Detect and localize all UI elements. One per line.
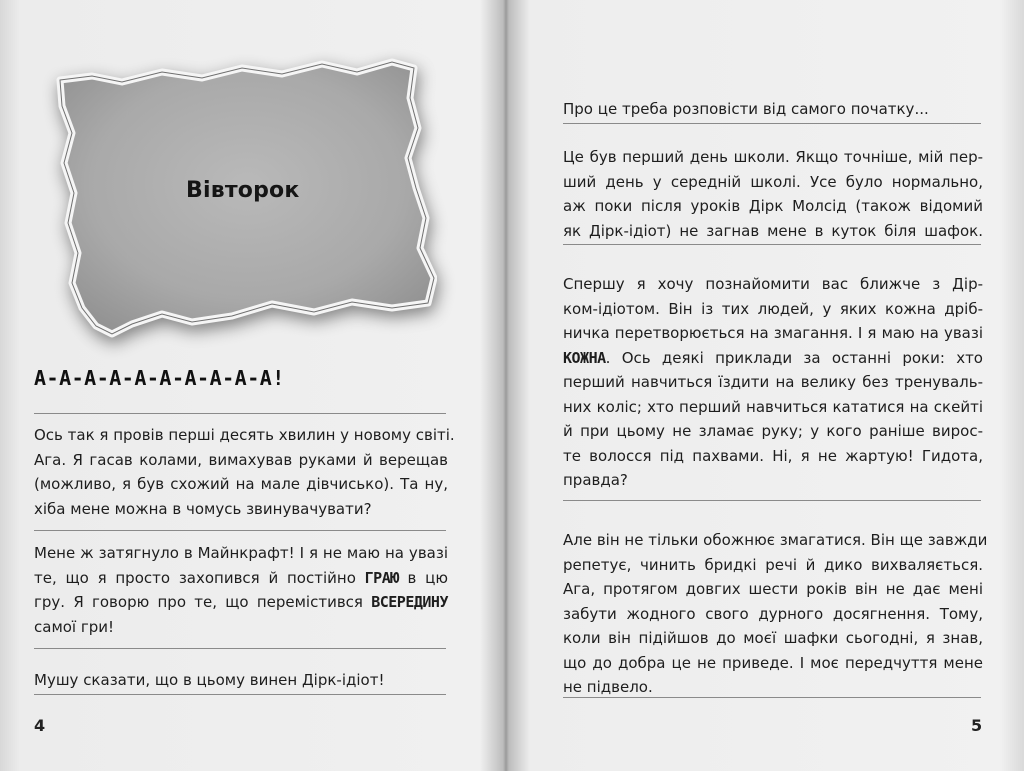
right-paragraph-3 — [563, 272, 983, 493]
text-line: ничка перетворюється на змагання. І я маю на увазі — [563, 324, 983, 342]
text-line: них коліс; хто перший навчиться кататися на скейті — [563, 397, 983, 416]
text-line: коли він підійшов до моєї шафки сьогодні, я знав, — [563, 629, 983, 647]
text-line: ком-ідіотом. Він із тих людей, у яких кожна дріб- — [563, 299, 983, 318]
right-paragraph-1 — [563, 97, 983, 122]
text-line: Про це треба розповісти від самого початку... — [563, 100, 929, 118]
divider-line — [34, 648, 446, 649]
text-line: Мушу сказати, що в цьому винен Дірк-ідіот! — [34, 671, 385, 689]
text-line — [34, 566, 448, 591]
text-line: те волосся під пахвами. Ні, я не жартую! Гидота, — [563, 446, 983, 465]
text-line: Це був перший день школи. Якщо точніше, мій пер- — [563, 148, 983, 166]
text-span: гру. Я говорю про те, що перемістився — [34, 593, 372, 611]
text-line — [563, 346, 983, 371]
left-paragraph-1 — [34, 423, 455, 521]
chapter-title: Вівторок — [186, 178, 300, 203]
right-paragraph-4 — [563, 528, 988, 700]
divider-line — [563, 123, 981, 124]
emphasis-word: КОЖНА — [563, 348, 606, 367]
page-number-right: 5 — [971, 716, 983, 735]
right-page — [509, 0, 1024, 771]
page-number-left: 4 — [34, 716, 46, 735]
left-paragraph-2 — [34, 541, 448, 639]
text-line: репетує, чинить бридкі речі й дико вихваляється. — [563, 555, 983, 574]
right-paragraph-2 — [563, 145, 983, 243]
text-line: аж поки після уроків Дірк Молсід (також відомий — [563, 197, 983, 215]
divider-line — [34, 694, 446, 695]
text-line: ший день у середній школі. Усе було нормально, — [563, 172, 983, 191]
divider-line — [563, 697, 981, 698]
text-line: самої гри! — [34, 617, 115, 636]
left-paragraph-3 — [34, 668, 448, 693]
text-line: (можливо, я був схожий на мале дівчисько). Та ну, — [34, 475, 448, 493]
text-line: Ага, протягом довгих шести років він не дає мені — [563, 580, 983, 598]
divider-line — [563, 500, 981, 501]
text-line: Ось так я провів перші десять хвилин у новому світі. — [34, 426, 455, 444]
text-line: хіба мене можна в чомусь звинувачувати? — [34, 499, 372, 518]
divider-line — [34, 530, 446, 531]
text-line: Мене ж затягнуло в Майнкрафт! І я не маю на увазі — [34, 544, 448, 562]
divider-line — [563, 244, 981, 245]
text-line: правда? — [563, 471, 628, 489]
left-page — [0, 0, 503, 771]
text-span: в цю — [398, 568, 448, 587]
divider-line — [34, 413, 446, 414]
text-line: забути жодного свого дурного досягнення. Тому, — [563, 604, 983, 623]
text-line: як Дірк-ідіот) не загнав мене в куток біля шафок. — [563, 221, 983, 240]
text-line: не підвело. — [563, 678, 653, 696]
text-span: те, що я просто захопився й постійно — [34, 568, 365, 587]
emphasis-word: ВСЕРЕДИНУ — [371, 593, 448, 611]
exclamation-heading: А-А-А-А-А-А-А-А-А-А! — [34, 366, 285, 390]
emphasis-word: ГРАЮ — [364, 568, 399, 587]
text-line: перший навчиться їздити на велику без тренуваль- — [563, 373, 983, 391]
text-line — [34, 590, 448, 615]
text-span: . Ось деякі приклади за останні роки: хто — [605, 348, 983, 367]
text-line: що до добра це не приведе. І моє передчуття мене — [563, 653, 983, 672]
text-line: й при цьому не зламає руку; у кого раніше вирос- — [563, 422, 983, 440]
text-line: Спершу я хочу познайомити вас ближче з Дір- — [563, 275, 983, 293]
text-line: Але він не тільки обожнює змагатися. Він ще завжди — [563, 531, 988, 549]
text-line: Ага. Я гасав колами, вимахував руками й верещав — [34, 450, 448, 469]
